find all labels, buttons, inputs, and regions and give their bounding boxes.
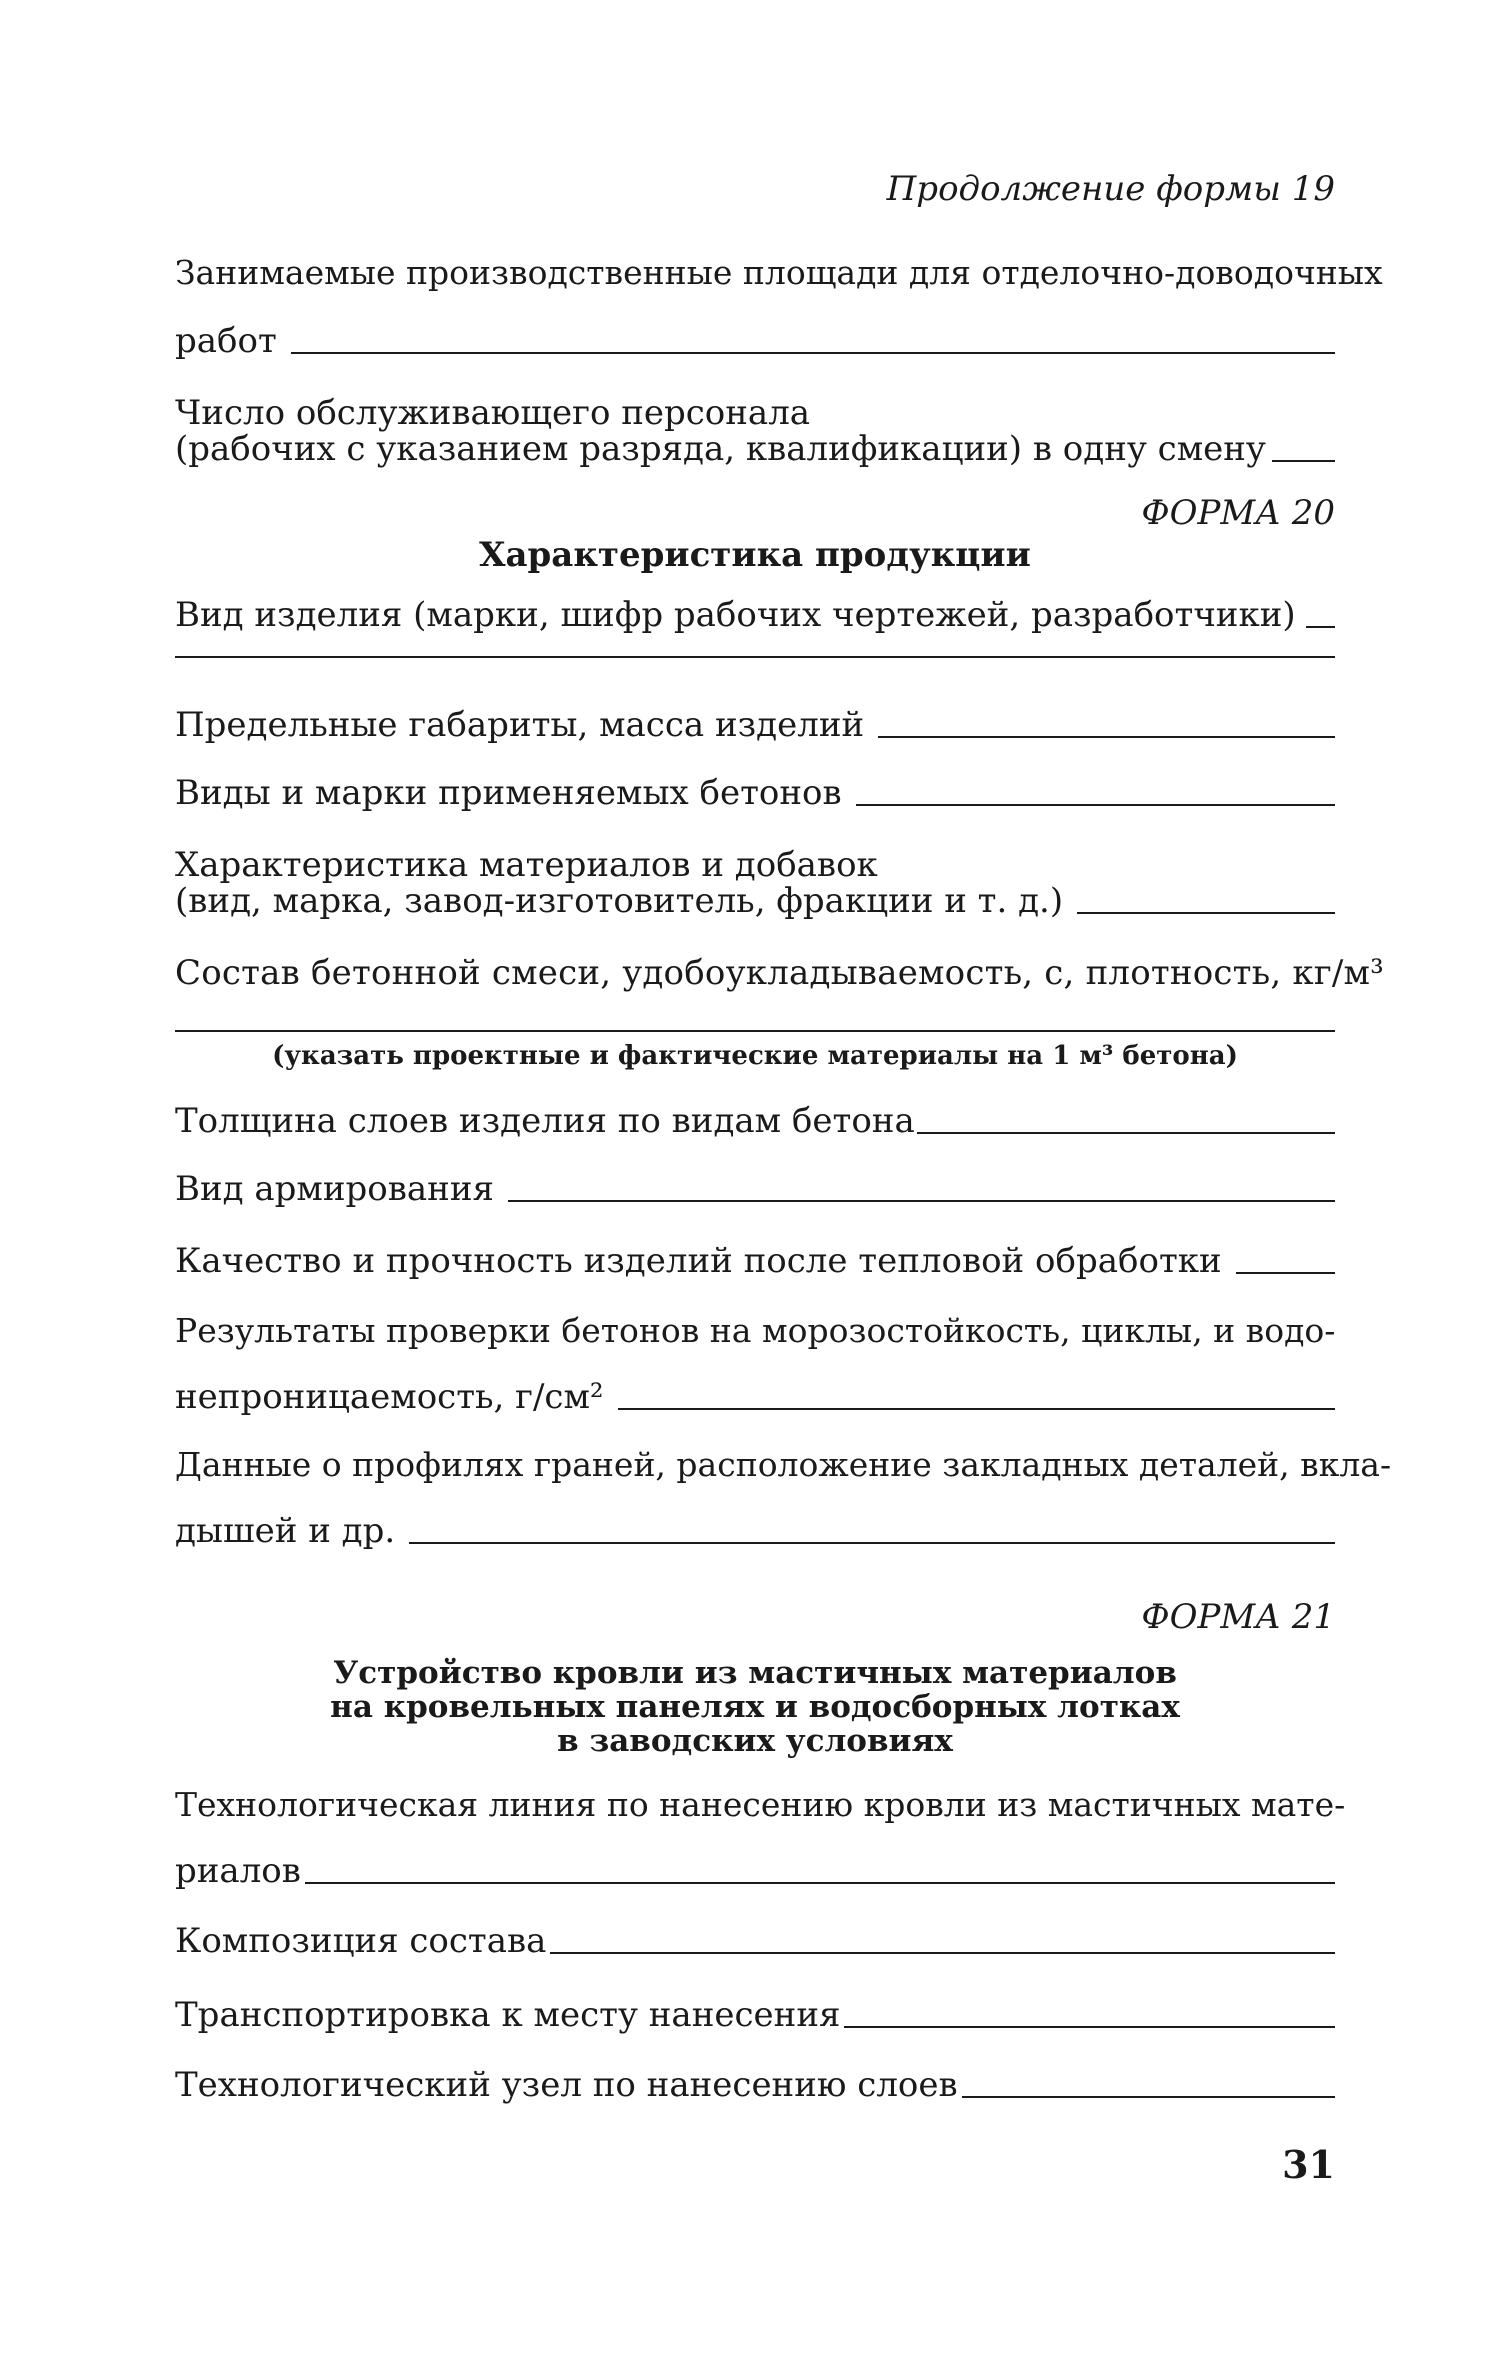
product-type-label: Вид изделия (марки, шифр рабочих чертежей, разработчики) — [175, 595, 1296, 635]
mix-text: Состав бетонной смеси, удобоукладываемость, с, плотность, кг/м³ — [175, 953, 1385, 993]
concrete-types-field — [175, 772, 1335, 814]
tech-input-line[interactable] — [305, 1882, 1335, 1884]
document-page — [175, 0, 1392, 2362]
composition-input-line[interactable] — [550, 1952, 1335, 1954]
tech-line1: Технологическая линия по нанесению кровли из мастичных мате- — [175, 1785, 1346, 1824]
composition-field — [175, 1920, 1335, 1962]
continuation-label: Продолжение формы 19 — [886, 169, 1335, 209]
layers-input-line[interactable] — [917, 1132, 1335, 1134]
materials-field — [175, 880, 1335, 922]
form20-label: ФОРМА 20 — [1141, 493, 1335, 533]
materials-line1: Характеристика материалов и добавок — [175, 845, 878, 885]
reinforcement-field — [175, 1168, 1335, 1210]
profiles-line2: дышей и др. — [175, 1511, 396, 1551]
dimensions-input-line[interactable] — [878, 736, 1335, 738]
node-input-line[interactable] — [962, 2096, 1335, 2098]
mix-label — [175, 952, 1385, 994]
reinforcement-label: Вид армирования — [175, 1169, 494, 1209]
transport-input-line[interactable] — [844, 2026, 1335, 2028]
transport-label: Транспортировка к месту нанесения — [175, 1995, 841, 2035]
frost-field — [175, 1376, 1335, 1418]
dimensions-label: Предельные габариты, масса изделий — [175, 705, 865, 745]
node-field — [175, 2064, 1335, 2106]
profiles-line1: Данные о профилях граней, расположение закладных деталей, вкла- — [175, 1445, 1392, 1484]
frost-line2: непроницаемость, г/см² — [175, 1377, 604, 1417]
form20-heading: Характеристика продукции — [479, 535, 1031, 575]
concrete-types-label: Виды и марки применяемых бетонов — [175, 773, 842, 813]
mix-note: (указать проектные и фактические материалы на 1 м³ бетона) — [272, 1041, 1238, 1071]
profiles-field — [175, 1510, 1335, 1552]
staff-field — [175, 428, 1335, 470]
frost-line1: Результаты проверки бетонов на морозостойкость, циклы, и водо- — [175, 1311, 1336, 1350]
quality-field — [175, 1240, 1335, 1282]
frost-input-line[interactable] — [618, 1408, 1335, 1410]
quality-label: Качество и прочность изделий после тепловой обработки — [175, 1241, 1222, 1281]
product-type-extra-line[interactable] — [175, 656, 1335, 658]
transport-field — [175, 1994, 1335, 2036]
product-type-input-line[interactable] — [1306, 626, 1335, 628]
reinforcement-input-line[interactable] — [508, 1200, 1335, 1202]
tech-line2: риалов — [175, 1851, 301, 1891]
form21-label: ФОРМА 21 — [1141, 1597, 1335, 1637]
dimensions-field — [175, 704, 1335, 746]
areas-field — [175, 320, 1335, 362]
form21-heading-line1: Устройство кровли из мастичных материалов — [333, 1655, 1177, 1691]
page-number: 31 — [1282, 2142, 1335, 2187]
tech-field — [175, 1850, 1335, 1892]
quality-input-line[interactable] — [1236, 1272, 1335, 1274]
materials-input-line[interactable] — [1077, 912, 1335, 914]
product-type-field — [175, 594, 1335, 636]
areas-input-line[interactable] — [291, 352, 1335, 354]
node-label: Технологический узел по нанесению слоев — [175, 2065, 958, 2105]
concrete-types-input-line[interactable] — [856, 804, 1335, 806]
materials-line2: (вид, марка, завод-изготовитель, фракции и т. д.) — [175, 881, 1064, 921]
areas-line1: Занимаемые производственные площади для отделочно-доводочных — [175, 253, 1383, 292]
layers-label: Толщина слоев изделия по видам бетона — [175, 1101, 915, 1141]
composition-label: Композиция состава — [175, 1921, 547, 1961]
form21-heading-line3: в заводских условиях — [557, 1723, 953, 1759]
mix-input-line[interactable] — [175, 1030, 1335, 1032]
layers-field — [175, 1100, 1335, 1142]
form21-heading-line2: на кровельных панелях и водосборных лотках — [330, 1689, 1180, 1725]
areas-line2: работ — [175, 321, 277, 361]
staff-input-line[interactable] — [1272, 460, 1335, 462]
staff-line2: (рабочих с указанием разряда, квалификации) в одну смену — [175, 429, 1266, 469]
staff-line1: Число обслуживающего персонала — [175, 393, 811, 433]
profiles-input-line[interactable] — [409, 1542, 1335, 1544]
